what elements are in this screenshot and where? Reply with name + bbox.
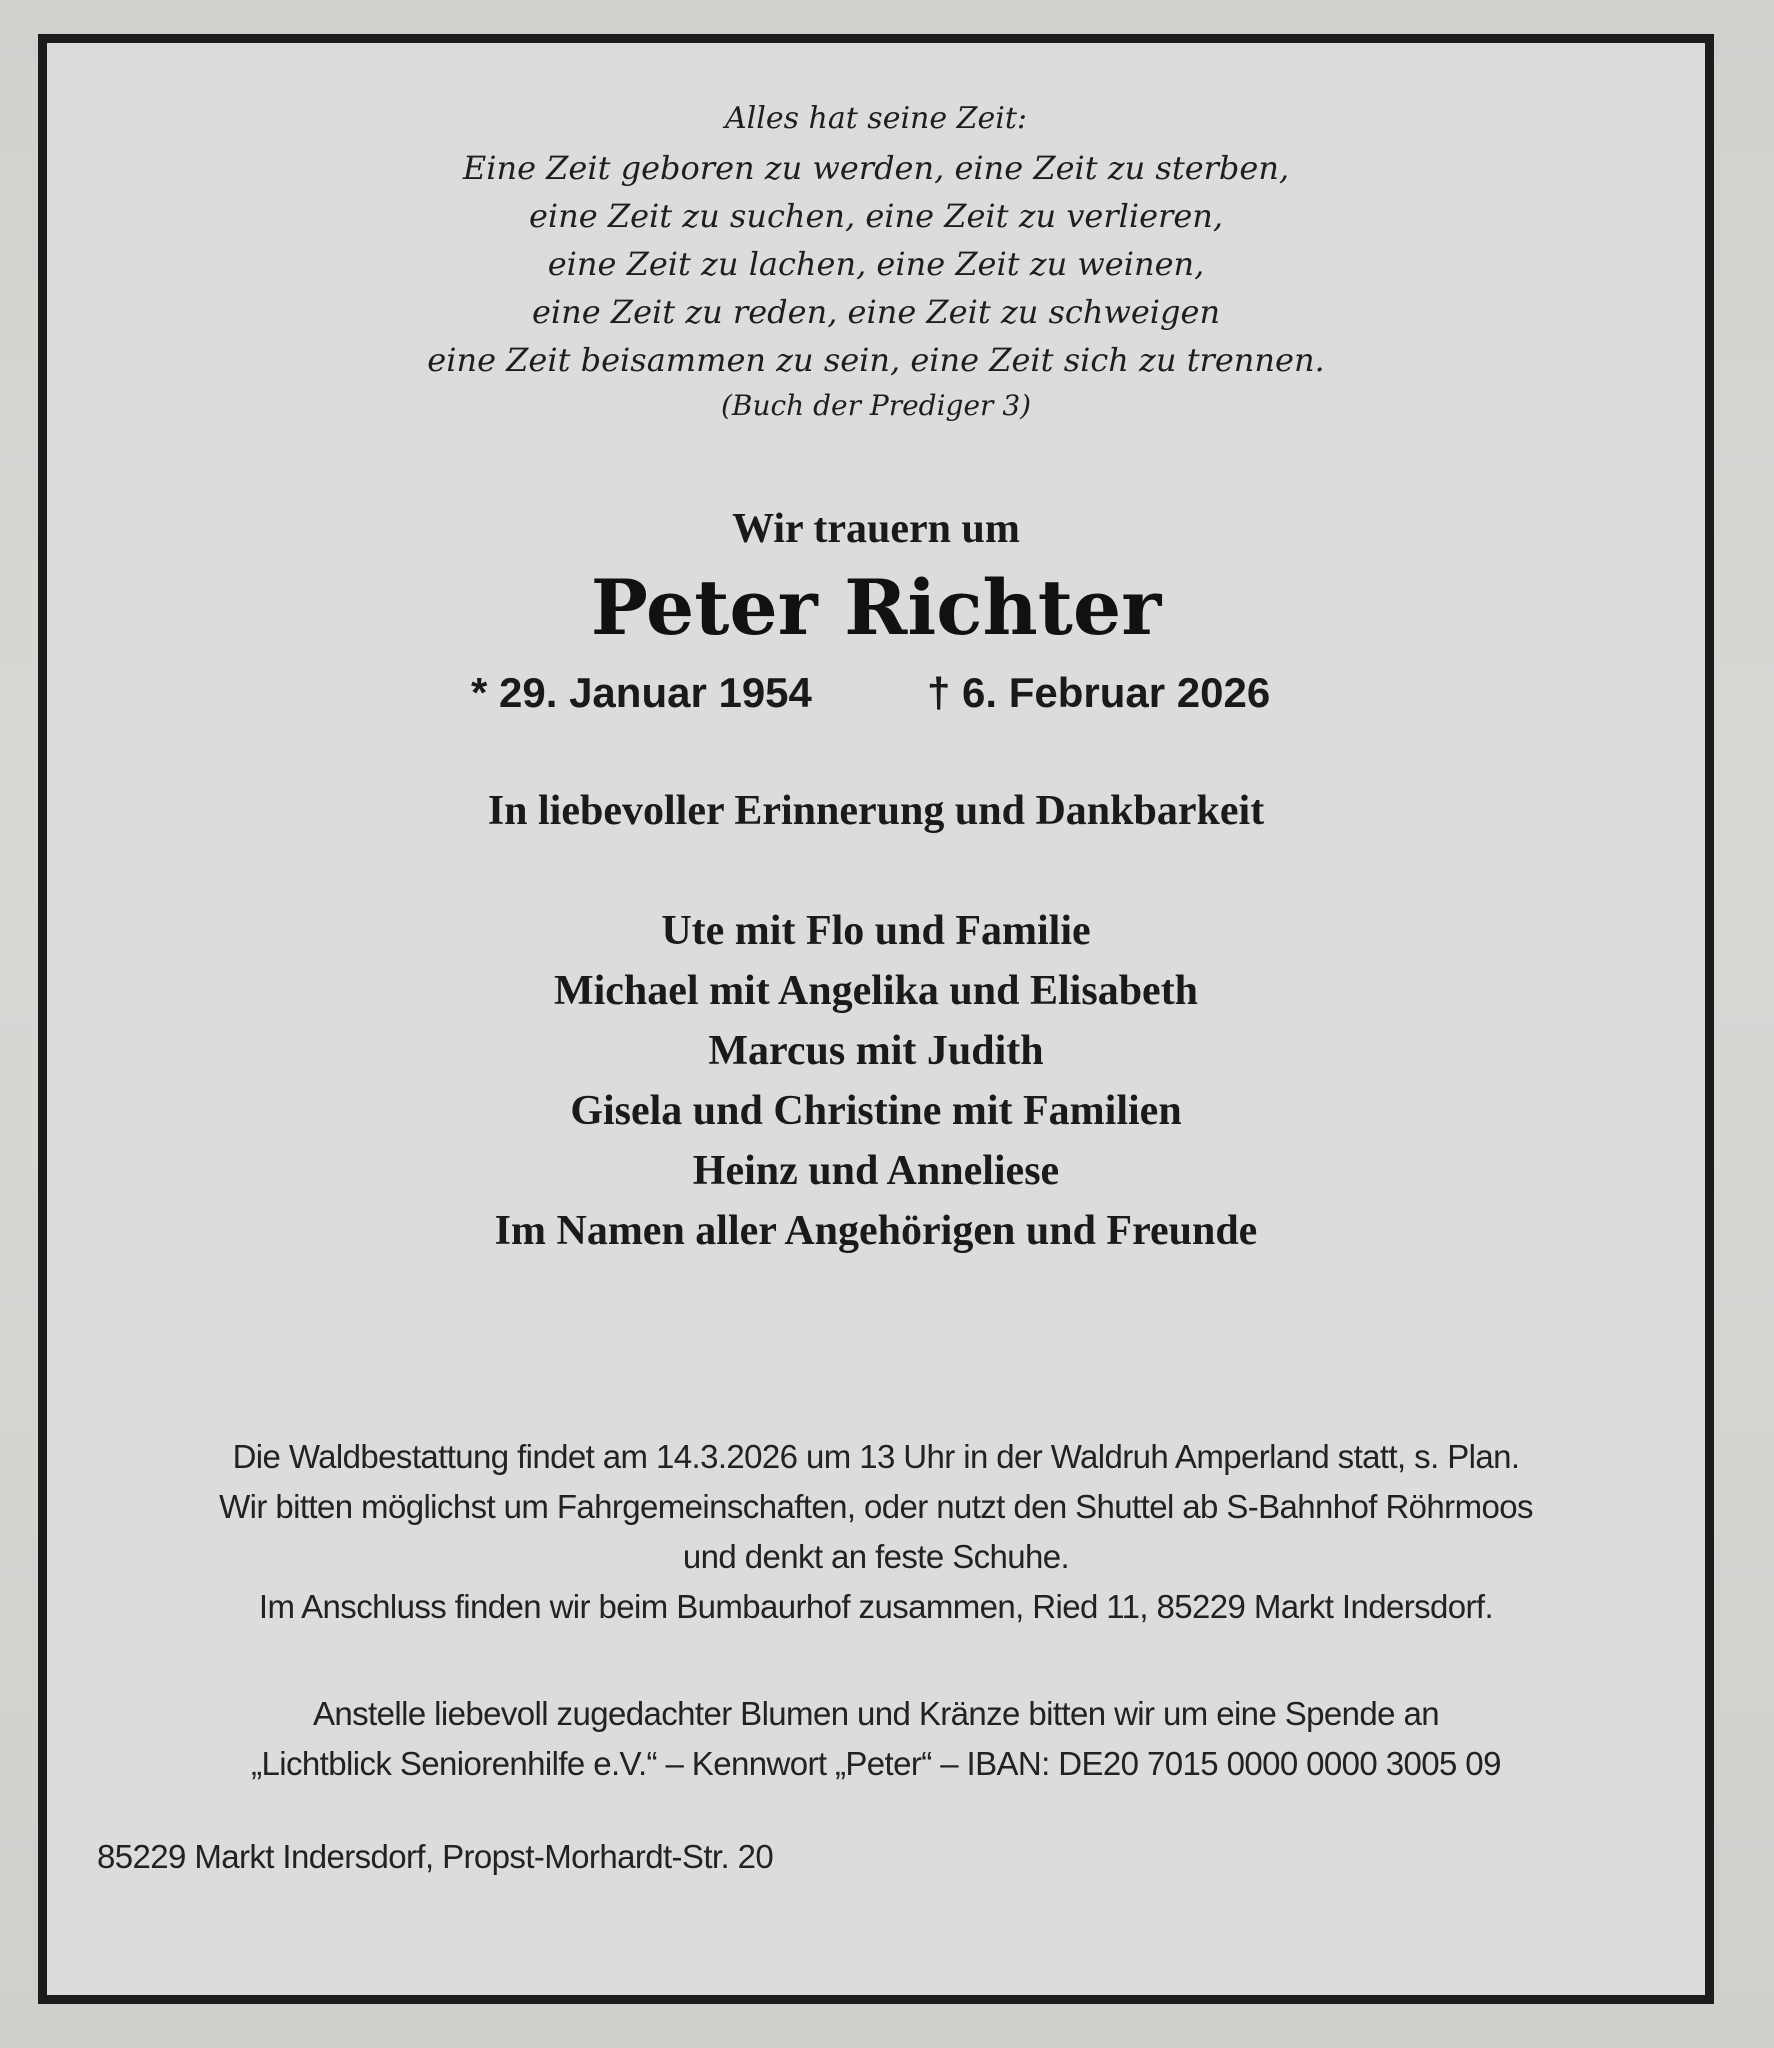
donation-line: „Lichtblick Seniorenhilfe e.V.“ – Kennwort „Peter“ – IBAN: DE20 7015 0000 0000 3005 09 — [251, 1745, 1501, 1782]
mourner-line: Marcus mit Judith — [708, 1028, 1044, 1074]
obituary-notice — [38, 34, 1714, 2004]
poem-line: eine Zeit zu suchen, eine Zeit zu verlieren, — [528, 197, 1224, 235]
mourner-line: Ute mit Flo und Familie — [661, 908, 1091, 954]
funeral-line: Im Anschluss finden wir beim Bumbaurhof zusammen, Ried 11, 85229 Markt Indersdorf. — [258, 1588, 1494, 1625]
poem-line: eine Zeit zu reden, eine Zeit zu schweigen — [531, 293, 1221, 331]
poem-line: Alles hat seine Zeit: — [724, 101, 1028, 136]
funeral-line: Wir bitten möglichst um Fahrgemeinschaften, oder nutzt den Shuttel ab S-Bahnhof Röhrmoos — [219, 1488, 1533, 1525]
poem-source: (Buch der Prediger 3) — [720, 389, 1032, 422]
donation-line: Anstelle liebevoll zugedachter Blumen und Kränze bitten wir um eine Spende an — [312, 1695, 1440, 1732]
mourner-line: Gisela und Christine mit Familien — [570, 1088, 1182, 1134]
death-date: † 6. Februar 2026 — [927, 669, 1271, 716]
mourner-line: Michael mit Angelika und Elisabeth — [553, 968, 1199, 1014]
birth-date: * 29. Januar 1954 — [471, 669, 812, 716]
mourner-line: Heinz und Anneliese — [692, 1148, 1060, 1194]
family-address: 85229 Markt Indersdorf, Propst-Morhardt-Str. 20 — [97, 1838, 774, 1875]
deceased-name: Peter Richter — [590, 563, 1162, 652]
life-dates — [47, 669, 1705, 729]
funeral-line: und denkt an feste Schuhe. — [682, 1538, 1070, 1575]
poem-line: Eine Zeit geboren zu werden, eine Zeit zu sterben, — [462, 149, 1290, 187]
poem-line: eine Zeit beisammen zu sein, eine Zeit sich zu trennen. — [427, 341, 1325, 379]
mourner-line: Im Namen aller Angehörigen und Freunde — [494, 1208, 1258, 1254]
poem-line: eine Zeit zu lachen, eine Zeit zu weinen, — [547, 245, 1205, 283]
mourning-heading: Wir trauern um — [732, 506, 1020, 552]
funeral-line: Die Waldbestattung findet am 14.3.2026 um 13 Uhr in der Waldruh Amperland statt, s. Plan. — [232, 1438, 1520, 1475]
remembrance-line: In liebevoller Erinnerung und Dankbarkeit — [487, 788, 1265, 834]
